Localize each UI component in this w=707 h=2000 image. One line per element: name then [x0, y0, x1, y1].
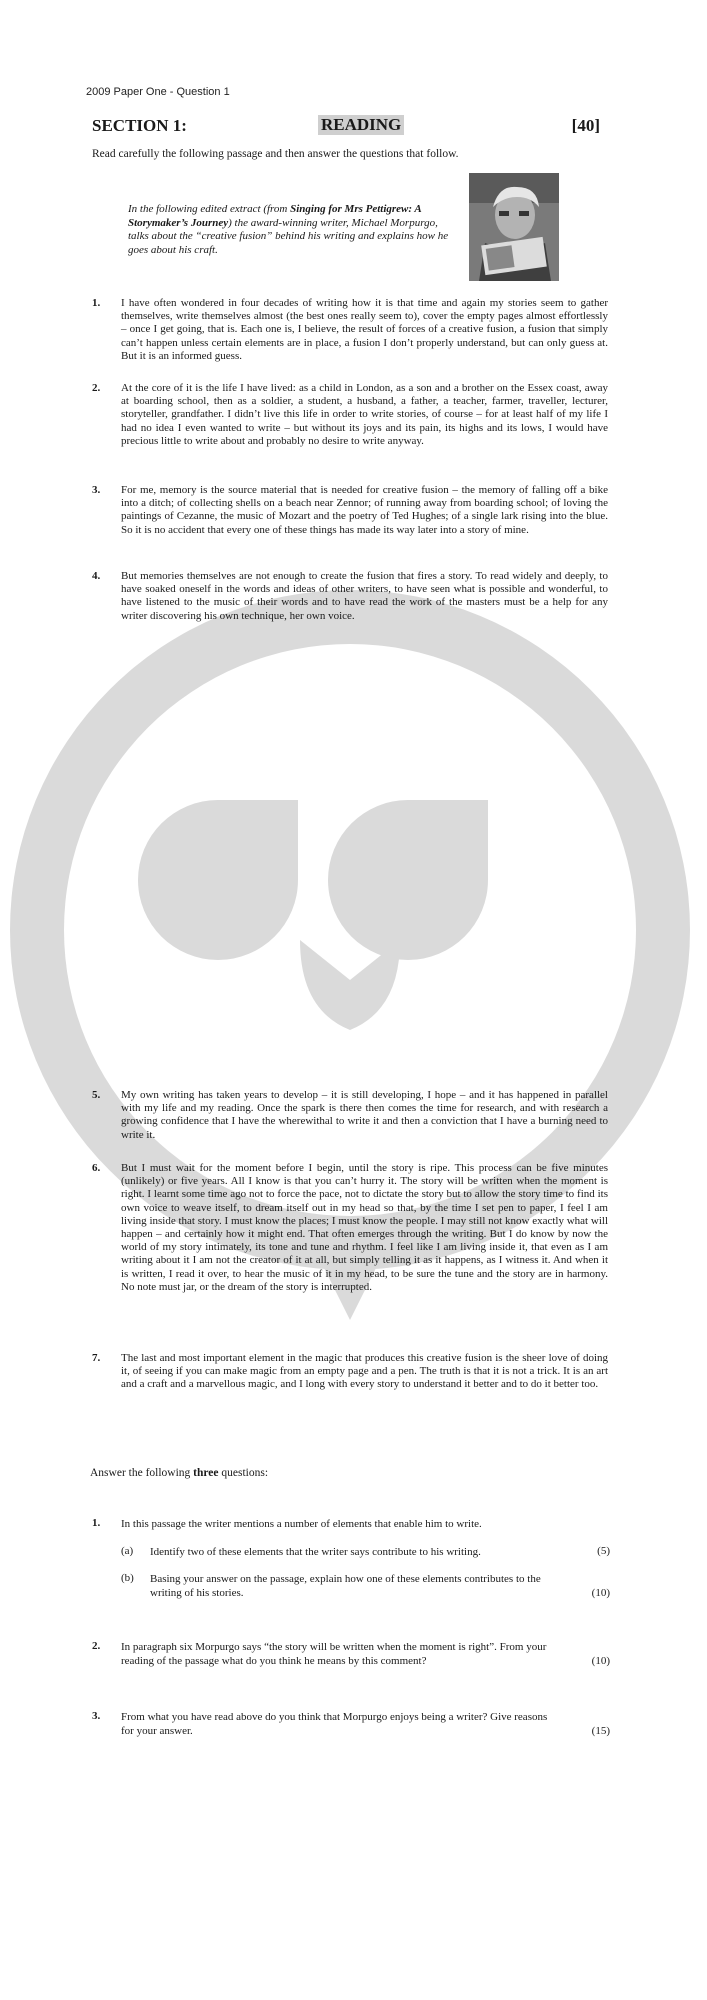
section-heading: READING — [318, 115, 404, 135]
question-number: 3. — [92, 1710, 101, 1722]
section-marks: [40] — [571, 116, 600, 135]
paragraph-text: I have often wondered in four decades of writing how it is that time and again my stories seem to gather themselves, write themselves almost (the best ones really seem to), cover the empty pages almost effortlessly – once I get going, that is. Each one is, I believe, the result of forces of a creative fusion, a fusion that simply can’t happen unless certain elements are in place, a fusion I don’t properly understand, but can only guess at. But it is an informed guess. — [121, 297, 608, 362]
section-header — [92, 116, 600, 138]
paragraph-text: But I must wait for the moment before I begin, until the story is ripe. This process can be five minutes (unlikely) or five years. All I know is that you can’t hurry it. The story will be written when the moment is right. I learnt some time ago not to force the pace, not to dictate the story but to allow the story time to find its own voice to weave itself, to dream itself out in my head so that, by the time I set pen to paper, I feel I am living inside that story. I must know the places; I must know the people. I may still not know exactly what will happen – and certainly how it might end. That often emerges through the writing. But I do know by now the world of my story intimately, its tone and tune and rhythm. I feel like I am living inside it, that even as I am writing about it I am not the creator of it at all, but simply telling it as it happens, as I witness it. And when it is written, I read it over, to hear the music of it in my head, to be sure the tune and the story are in harmony. No note must jar, or the dream of the story is interrupted. — [121, 1162, 608, 1293]
book-title: Singing for Mrs Pettigrew: A Storymaker’s Journey — [128, 203, 422, 229]
author-photo-icon — [469, 173, 559, 281]
questions-intro-before: Answer the following — [90, 1467, 194, 1479]
question-marks: (15) — [591, 1725, 610, 1737]
paragraph-number: 6. — [92, 1162, 101, 1174]
questions-intro-bold: three — [193, 1467, 219, 1479]
author-photo — [469, 173, 559, 281]
question-marks: (5) — [597, 1545, 610, 1557]
question-number: 2. — [92, 1640, 101, 1652]
paragraph-text: My own writing has taken years to develop – it is still developing, I hope – and it has happened in parallel with my life and my reading. Once the spark is there then comes the time for research, and with research a growing confidence that I have the wherewithal to write it and then a conviction that I have a burning need to write it. — [121, 1089, 608, 1141]
section-title: SECTION 1: — [92, 116, 187, 135]
intro-lead: In the following edited extract (from — [128, 203, 291, 215]
question-text: In paragraph six Morpurgo says “the story will be written when the moment is right”. From your reading of the passage what do you think he means by this comment? — [121, 1641, 547, 1667]
passage-intro — [128, 203, 458, 257]
reading-instruction: Read carefully the following passage and then answer the questions that follow. — [92, 148, 459, 160]
question-marks: (10) — [591, 1587, 610, 1599]
paragraph-text: At the core of it is the life I have lived: as a child in London, as a son and a brother on the Essex coast, away at boarding school, then as a soldier, a student, a husband, a father, a teacher, farmer, traveller, lecturer, storyteller, grandfather. I didn’t live this life in order to write stories, of course – for at least half of my life I had no idea I even wanted to write – but without its joys and its pain, its highs and its lows, I would have precious little to write about and probably no desire to write anyway. — [121, 382, 608, 447]
paragraph-number: 4. — [92, 570, 101, 582]
quote-watermark-icon — [0, 560, 707, 1460]
questions-intro — [90, 1467, 268, 1479]
subquestion-text: Basing your answer on the passage, explain how one of these elements contributes to the writing of his stories. — [150, 1573, 541, 1599]
subquestion-letter: (b) — [121, 1572, 134, 1584]
intro-rest: ) the award-winning writer, Michael Morpurgo, talks about the “creative fusion” behind his writing and explains how he goes about his craft. — [128, 216, 449, 256]
question-text: From what you have read above do you think that Morpurgo enjoys being a writer? Give reasons for your answer. — [121, 1711, 548, 1737]
paragraph-text: For me, memory is the source material that is needed for creative fusion – the memory of falling off a bike into a ditch; of collecting shells on a beach near Zennor; of running away from boarding school; of loving the paintings of Cezanne, the music of Mozart and the poetry of Ted Hughes; of a single lark rising into the blue. So it is no accident that every one of these things has made its way later into a story of mine. — [121, 484, 608, 536]
question-marks: (10) — [591, 1655, 610, 1667]
subquestion-letter: (a) — [121, 1545, 134, 1557]
paragraph-text: The last and most important element in the magic that produces this creative fusion is the sheer love of doing it, of seeing if you can make magic from an empty page and a pen. The truth is that it is not a trick. It is an art and a craft and a marvellous magic, and I long with every story to understand it better and to do it better too. — [121, 1352, 608, 1391]
paragraph-number: 3. — [92, 484, 101, 496]
paragraph-text: But memories themselves are not enough to create the fusion that fires a story. To read widely and deeply, to have soaked oneself in the words and ideas of other writers, to have seen what is possible and wonderful, to have listened to the music of their words and to have read the work of the masters must be a help for any writer discovering his own technique, her own voice. — [121, 570, 608, 622]
question-text: In this passage the writer mentions a number of elements that enable him to write. — [121, 1518, 482, 1530]
paragraph-number: 7. — [92, 1352, 101, 1364]
question-number: 1. — [92, 1517, 101, 1529]
subquestion-text: Identify two of these elements that the writer says contribute to his writing. — [150, 1546, 481, 1558]
paragraph-number: 2. — [92, 382, 101, 394]
paragraph-number: 1. — [92, 297, 101, 309]
exam-label: 2009 Paper One - Question 1 — [86, 86, 230, 98]
paragraph-number: 5. — [92, 1089, 101, 1101]
questions-intro-after: questions: — [218, 1467, 269, 1479]
